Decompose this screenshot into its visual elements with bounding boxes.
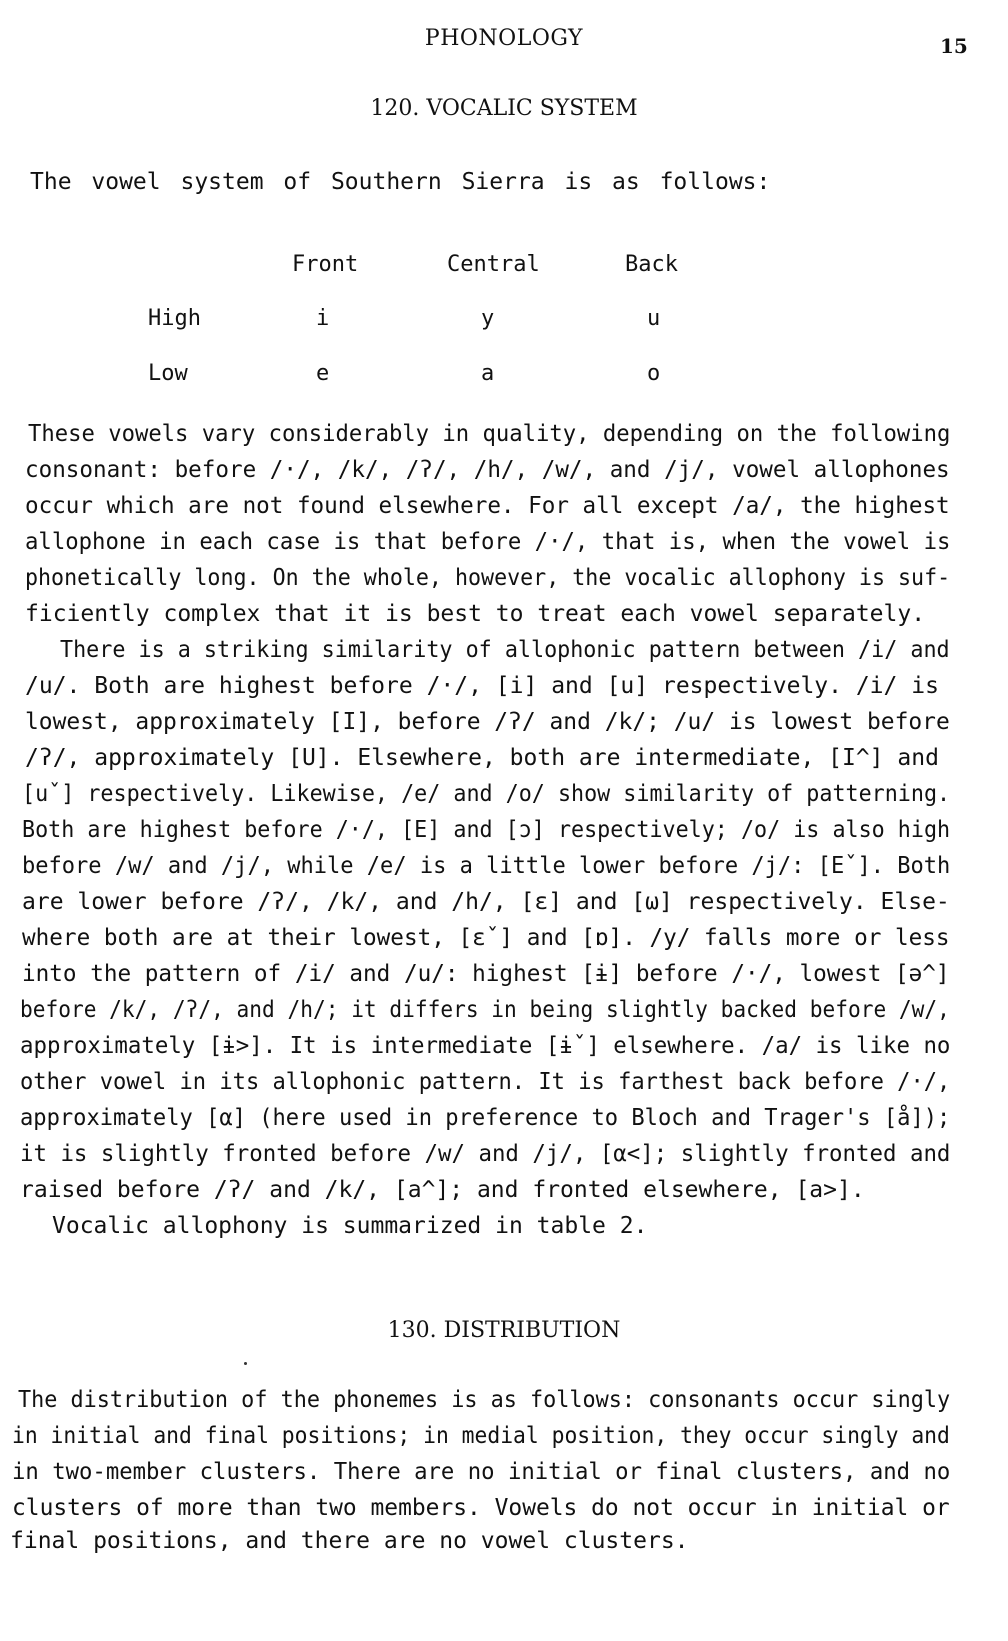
text-line: /u/. Both are highest before /·/, [i] and [u] respectively. /i/ is <box>25 673 939 699</box>
table-column-header: Central <box>447 252 540 277</box>
table-cell: e <box>316 361 330 386</box>
text-line: These vowels vary considerably in quality, depending on the following <box>28 421 951 447</box>
text-line: before /w/ and /j/, while /e/ is a little lower before /j/: [Eˇ]. Both <box>22 853 951 879</box>
section-title-distribution: 130. DISTRIBUTION <box>387 1318 621 1343</box>
table-cell: i <box>316 306 330 331</box>
text-line: lowest, approximately [I], before /ʔ/ and /k/; /u/ is lowest before <box>25 709 950 735</box>
text-line: where both are at their lowest, [ɛˇ] and [ɒ]. /y/ falls more or less <box>22 925 950 951</box>
text-line: final positions, and there are no vowel clusters. <box>10 1528 689 1554</box>
table-row-label: Low <box>148 361 188 386</box>
text-line: ficiently complex that it is best to treat each vowel separately. <box>25 601 926 627</box>
text-line: phonetically long. On the whole, however, the vocalic allophony is suf- <box>25 565 951 591</box>
table-cell: u <box>647 306 661 331</box>
text-line: in initial and final positions; in medial position, they occur singly and <box>12 1423 950 1449</box>
text-line: approximately [ɨ>]. It is intermediate [ɨˇ] elsewhere. /a/ is like no <box>20 1033 951 1059</box>
text-line: consonant: before /·/, /k/, /ʔ/, /h/, /w/, and /j/, vowel allophones <box>25 457 950 483</box>
stray-mark <box>244 1362 247 1365</box>
intro-paragraph: The vowel system of Southern Sierra is as follows: <box>30 169 771 195</box>
text-line: [uˇ] respectively. Likewise, /e/ and /o/ show similarity of patterning. <box>22 781 951 807</box>
text-line: Vocalic allophony is summarized in table 2. <box>52 1213 648 1239</box>
text-line: The distribution of the phonemes is as follows: consonants occur singly <box>18 1387 951 1413</box>
text-line: clusters of more than two members. Vowels do not occur in initial or <box>12 1495 950 1521</box>
text-line: There is a striking similarity of allophonic pattern between /i/ and <box>60 637 950 663</box>
table-cell: o <box>647 361 661 386</box>
running-header: PHONOLOGY <box>424 26 584 51</box>
table-row-label: High <box>148 306 201 331</box>
table-column-header: Back <box>625 252 678 277</box>
text-line: approximately [α] (here used in preference to Bloch and Trager's [å]); <box>20 1105 951 1131</box>
table-cell: a <box>481 361 495 386</box>
table-cell: y <box>481 306 495 331</box>
text-line: it is slightly fronted before /w/ and /j/, [α<]; slightly fronted and <box>20 1141 951 1167</box>
table-column-header: Front <box>292 252 359 277</box>
text-line: /ʔ/, approximately [U]. Elsewhere, both are intermediate, [I^] and <box>25 745 939 771</box>
text-line: before /k/, /ʔ/, and /h/; it differs in being slightly backed before /w/, <box>20 997 950 1023</box>
text-line: in two-member clusters. There are no initial or final clusters, and no <box>12 1459 951 1485</box>
section-title-vocalic-system: 120. VOCALIC SYSTEM <box>370 96 638 121</box>
text-line: into the pattern of /i/ and /u/: highest [ɨ] before /·/, lowest [ə^] <box>22 961 950 987</box>
page-number: 15 <box>940 34 968 58</box>
text-line: Both are highest before /·/, [E] and [ɔ] respectively; /o/ is also high <box>22 817 951 843</box>
text-line: raised before /ʔ/ and /k/, [a^]; and fronted elsewhere, [a>]. <box>20 1177 865 1203</box>
text-line: allophone in each case is that before /·/, that is, when the vowel is <box>25 529 951 555</box>
text-line: are lower before /ʔ/, /k/, and /h/, [ɛ] and [ω] respectively. Else- <box>22 889 950 915</box>
text-line: occur which are not found elsewhere. For all except /a/, the highest <box>25 493 950 519</box>
text-line: other vowel in its allophonic pattern. It is farthest back before /·/, <box>20 1069 951 1095</box>
